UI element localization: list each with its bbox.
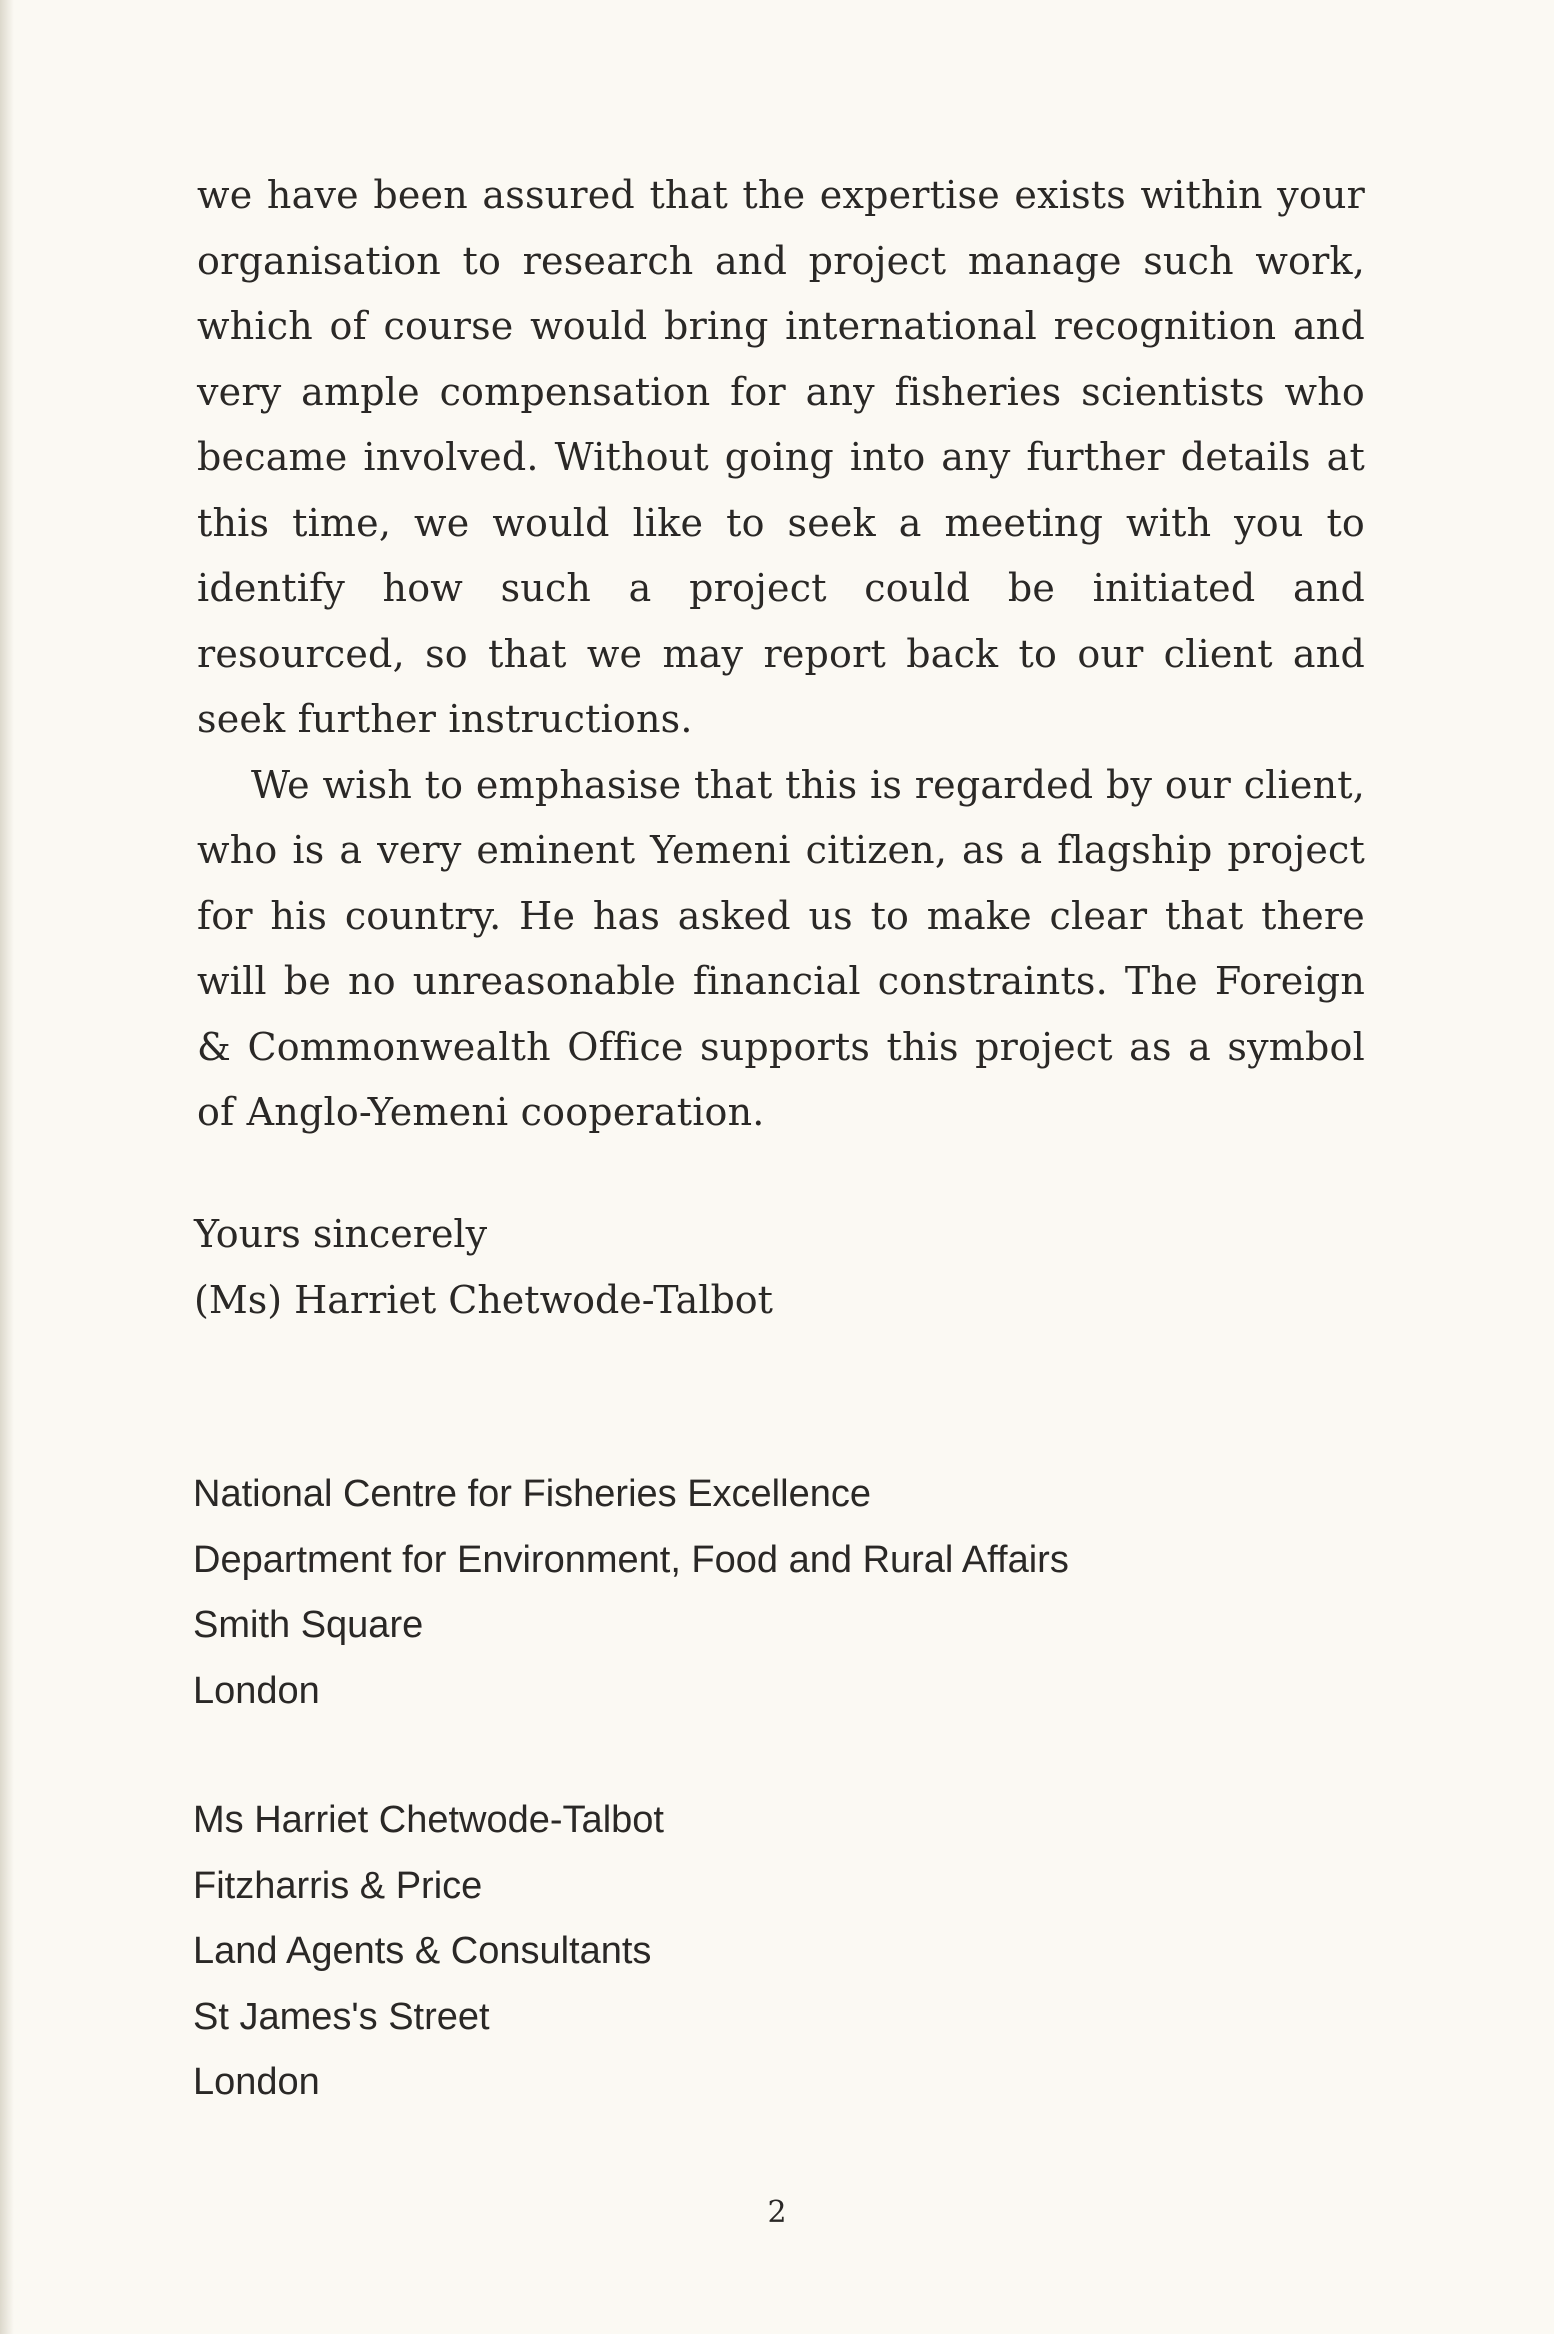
address-line: Smith Square <box>193 1604 424 1646</box>
signature: (Ms) Harriet Chetwode-Talbot <box>194 1278 773 1322</box>
letter-closing <box>194 1201 773 1333</box>
gutter-shade <box>0 0 14 2334</box>
recipient-address-block <box>193 1462 1069 1724</box>
paragraph-emphasis: We wish to emphasise that this is regarded by our client, who is a very eminent Yemeni citizen, as a flagship project for his country. He has asked us to make clear that there will be no unreasonable financial constraints. The Foreign & Commonwealth Office supports this project as a symbol of Anglo-Yemeni cooperation. <box>197 762 1365 1134</box>
paragraph-continuation: we have been assured that the expertise exists within your organisation to research and project manage such work, which of course would bring international recognition and very ample compensation for any fisheries scientists who became involved. Without going into any further details at this time, we would like to seek a meeting with you to identify how such a project could be initiated and resourced, so that we may report back to our client and seek further instructions. <box>197 173 1365 741</box>
address-line: National Centre for Fisheries Excellence <box>193 1473 871 1515</box>
address-line: Ms Harriet Chetwode-Talbot <box>193 1799 664 1841</box>
page-number: 2 <box>767 2195 787 2230</box>
address-line: London <box>193 1669 320 1712</box>
letter-body <box>197 163 1365 1146</box>
address-line: St James's Street <box>193 1995 490 2038</box>
address-line: Fitzharris & Price <box>193 1864 483 1907</box>
sender-address-block <box>193 1788 664 2116</box>
address-line: Department for Environment, Food and Rural Affairs <box>193 1538 1069 1581</box>
address-line: Land Agents & Consultants <box>193 1930 652 1972</box>
address-line: London <box>193 2061 320 2103</box>
salutation: Yours sincerely <box>194 1212 488 1256</box>
